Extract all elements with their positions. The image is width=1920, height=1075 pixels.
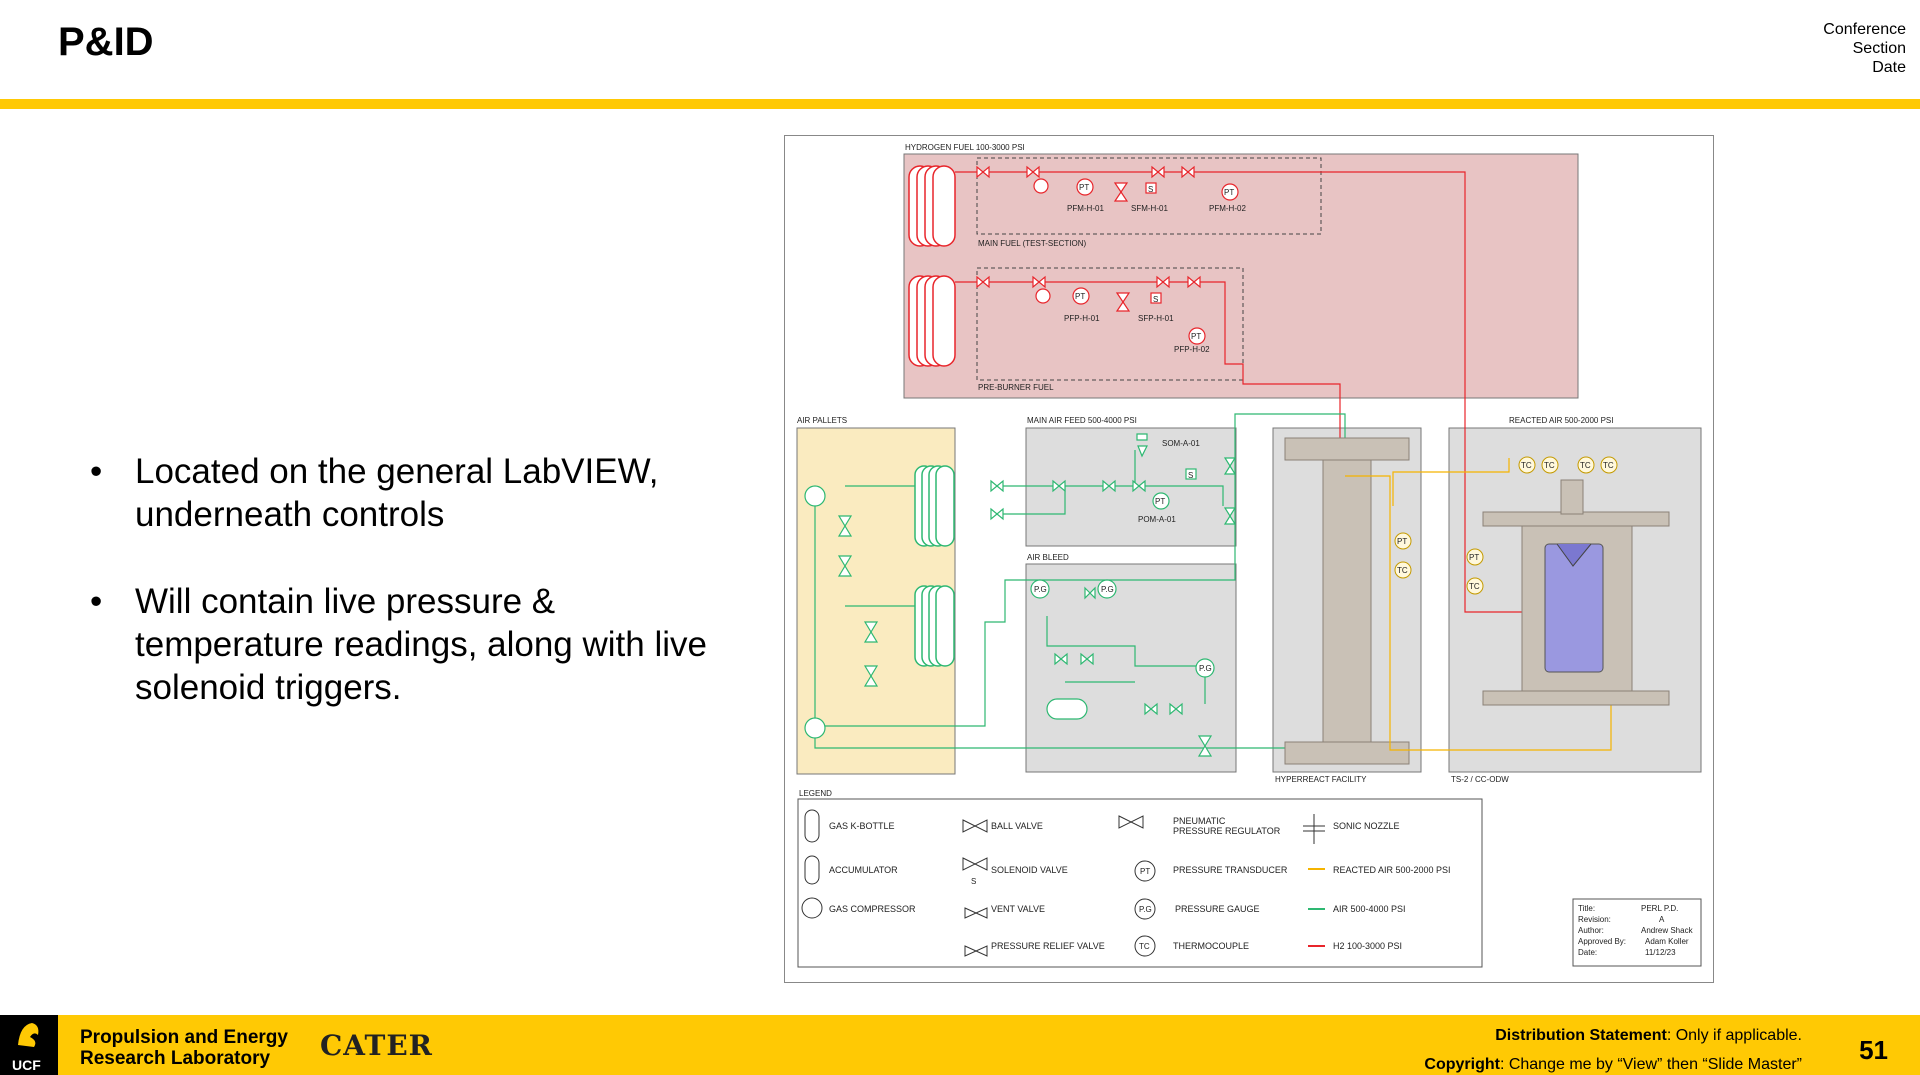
cater-logo: CATER [320,1029,433,1062]
lab-name-line1: Propulsion and Energy [80,1027,288,1048]
ts2-label: TS-2 / CC-ODW [1451,775,1509,784]
air-pallets-label: AIR PALLETS [797,416,848,425]
tb-revision-value: A [1659,915,1665,924]
pt-symbol: PT [1079,183,1090,192]
legend-label: LEGEND [799,789,832,798]
slide-title: P&ID [58,20,154,64]
legend-gas-compressor: GAS COMPRESSOR [829,904,916,914]
distribution-statement [1495,1027,1802,1045]
conference-label: Conference [1823,21,1906,38]
ucf-logo [0,1015,58,1075]
air-bottles-bottom [915,586,954,666]
pt-symbol: PT [1191,332,1202,341]
legend-vent-valve: VENT VALVE [991,904,1046,914]
legend-pneumatic-2: PRESSURE REGULATOR [1173,826,1281,836]
pid-diagram [784,135,1714,983]
date-label: Date [1872,59,1906,76]
air-bottles-top [915,466,954,546]
tc-symbol: TC [1397,566,1408,575]
legend-solenoid-valve: SOLENOID VALVE [991,865,1068,875]
footer-bar [0,1015,1920,1075]
legend-sonic-nozzle: SONIC NOZZLE [1333,821,1400,831]
copyright [1424,1056,1802,1074]
page-number: 51 [1859,1035,1888,1065]
reacted-air-label: REACTED AIR 500-2000 PSI [1509,416,1614,425]
pg-symbol: P.G [1101,585,1114,594]
legend-thermocouple: THERMOCOUPLE [1173,941,1250,951]
pt-symbol: PT [1469,553,1480,562]
tb-author-value: Andrew Shack [1641,926,1693,935]
tc-symbol: TC [1580,461,1591,470]
tag-som-a01: SOM-A-01 [1162,439,1200,448]
legend-ball-valve: BALL VALVE [991,821,1043,831]
h2-bottles-preburner [909,276,955,366]
tag-sfm-h01: SFM-H-01 [1131,204,1168,213]
copyright-label: Copyright [1424,1056,1500,1073]
pg-symbol: P.G [1139,905,1152,914]
tag-pom-a01: POM-A-01 [1138,515,1176,524]
tag-pfm-h02: PFM-H-02 [1209,204,1246,213]
pt-symbol: PT [1140,867,1151,876]
tb-title-label: Title: [1578,904,1596,913]
main-air-label: MAIN AIR FEED 500-4000 PSI [1027,416,1137,425]
tb-date-label: Date: [1578,948,1598,957]
h2-bottles-main [909,166,955,246]
bullet-text: Will contain live pressure & temperature readings, along with live solenoid triggers. [135,582,707,707]
tc-symbol: TC [1469,582,1480,591]
lab-name [80,1027,288,1069]
section-label: Section [1852,40,1906,57]
pegasus-icon [0,1015,58,1053]
tb-approved-value: Adam Koller [1645,937,1689,946]
legend-pressure-relief-valve: PRESSURE RELIEF VALVE [991,941,1105,951]
bullet-dot: • [90,582,103,621]
legend-reacted-air: REACTED AIR 500-2000 PSI [1333,865,1451,875]
distribution-label: Distribution Statement [1495,1027,1667,1044]
hydrogen-zone [904,154,1578,398]
bullet-item [90,450,710,536]
bullet-list [90,450,710,753]
pg-symbol: P.G [1034,585,1047,594]
tb-date-value: 11/12/23 [1645,948,1676,957]
legend-accumulator: ACCUMULATOR [829,865,898,875]
tag-pfm-h01: PFM-H-01 [1067,204,1104,213]
copyright-value: : Change me by “View” then “Slide Master” [1499,1056,1802,1073]
legend-pressure-transducer: PRESSURE TRANSDUCER [1173,865,1288,875]
legend-air: AIR 500-4000 PSI [1333,904,1406,914]
header-divider [0,99,1920,109]
hyperreact-label: HYPERREACT FACILITY [1275,775,1367,784]
tc-symbol: TC [1544,461,1555,470]
main-fuel-label: MAIN FUEL (TEST-SECTION) [978,239,1087,248]
hydrogen-label: HYDROGEN FUEL 100-3000 PSI [905,143,1025,152]
lab-name-line2: Research Laboratory [80,1048,271,1069]
conference-info [1823,20,1906,77]
tag-pfp-h02: PFP-H-02 [1174,345,1210,354]
pt-symbol: PT [1397,537,1408,546]
air-bleed-label: AIR BLEED [1027,553,1069,562]
tag-sfp-h01: SFP-H-01 [1138,314,1174,323]
solenoid-symbol: S [1153,295,1159,304]
tb-revision-label: Revision: [1578,915,1611,924]
legend-h2: H2 100-3000 PSI [1333,941,1403,951]
bullet-text: Located on the general LabVIEW, underneath controls [135,452,659,534]
solenoid-symbol: S [971,877,977,886]
bullet-dot: • [90,452,103,491]
tb-approved-label: Approved By: [1578,937,1627,946]
preburner-label: PRE-BURNER FUEL [978,383,1054,392]
legend-pneumatic-1: PNEUMATIC [1173,816,1226,826]
pt-symbol: PT [1155,497,1166,506]
legend-gas-k-bottle: GAS K-BOTTLE [829,821,895,831]
solenoid-symbol: S [1148,185,1154,194]
bullet-item [90,580,710,709]
pg-symbol: P.G [1199,664,1212,673]
tc-symbol: TC [1139,942,1150,951]
tag-pfp-h01: PFP-H-01 [1064,314,1100,323]
solenoid-symbol: S [1188,471,1194,480]
distribution-value: : Only if applicable. [1666,1027,1802,1044]
tc-symbol: TC [1521,461,1532,470]
pt-symbol: PT [1224,188,1235,197]
tc-symbol: TC [1603,461,1614,470]
pt-symbol: PT [1075,292,1086,301]
tb-author-label: Author: [1578,926,1604,935]
pid-diagram-svg [785,136,1713,982]
ucf-text: UCF [12,1057,41,1073]
legend-pressure-gauge: PRESSURE GAUGE [1175,904,1260,914]
tb-title-value: PERL P.D. [1641,904,1679,913]
